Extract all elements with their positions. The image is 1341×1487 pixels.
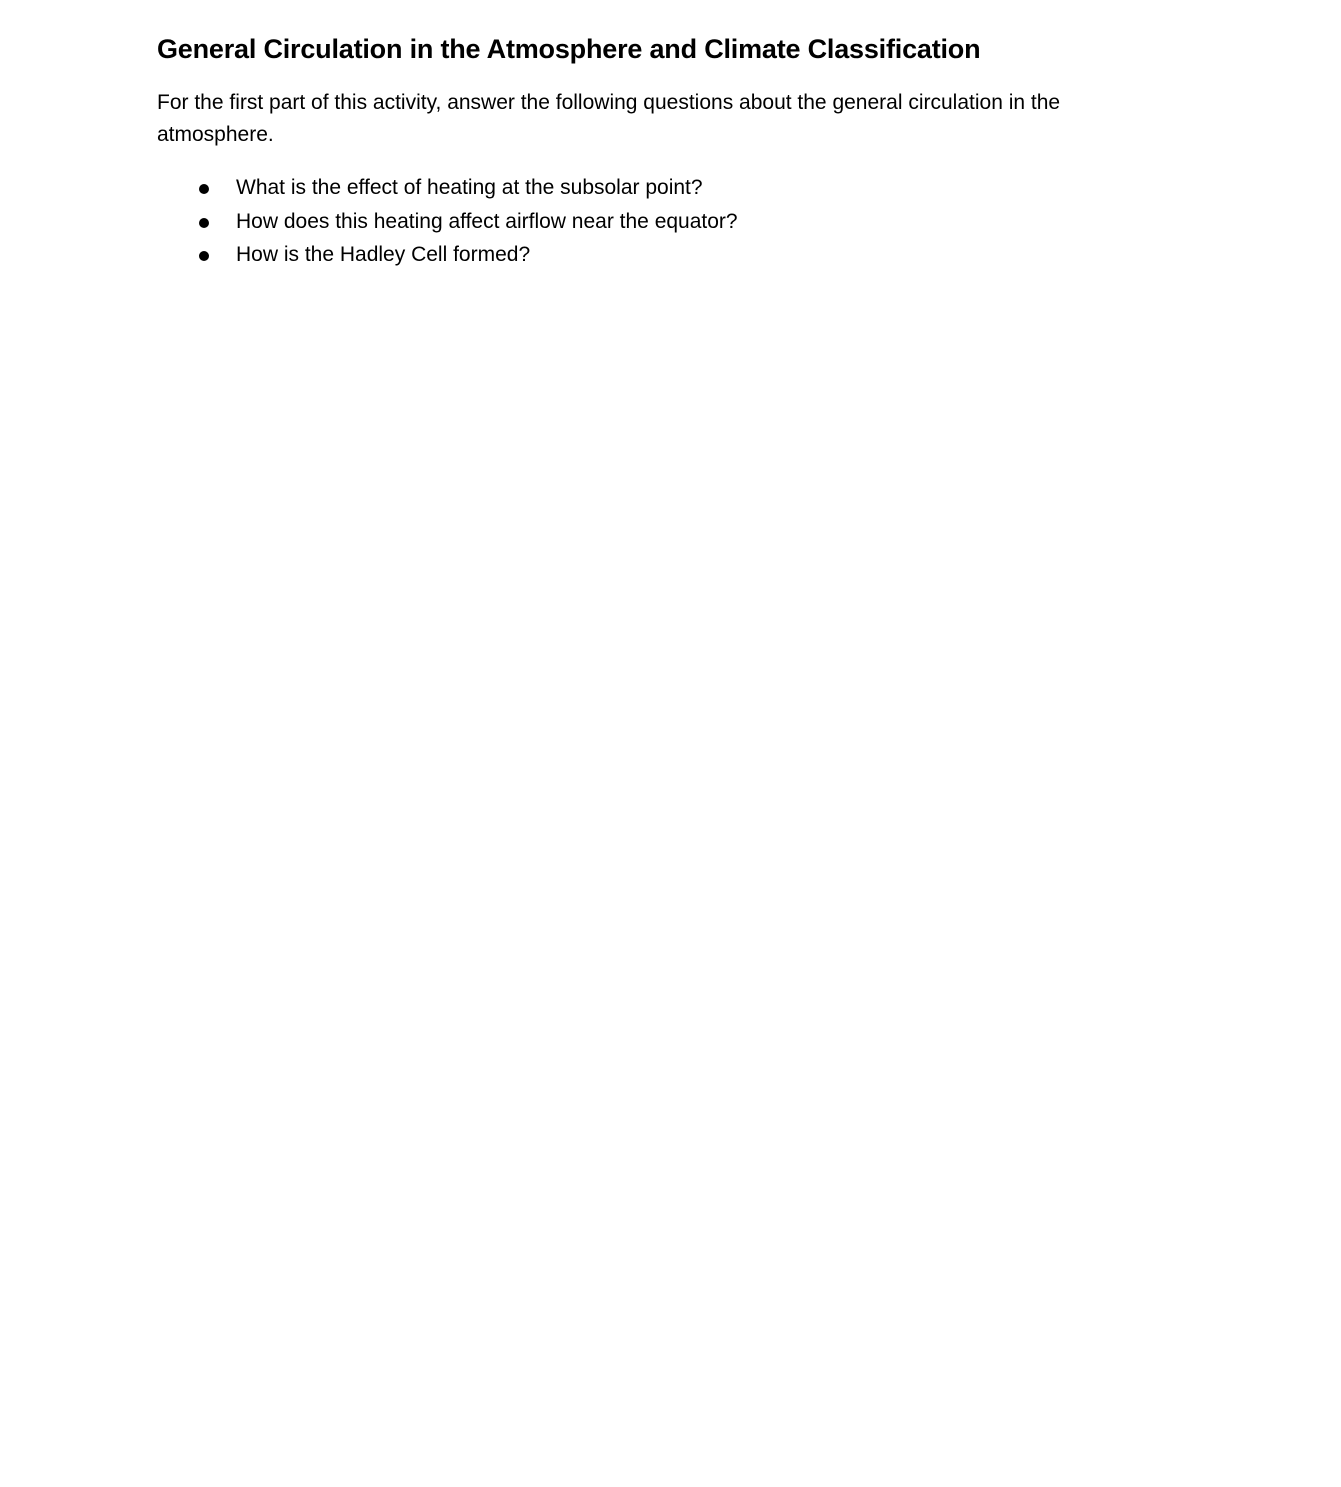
list-item [157, 238, 1187, 272]
bullet-icon [199, 184, 209, 194]
intro-paragraph: For the first part of this activity, answer the following questions about the general circulation in the atmosphere. [157, 91, 1061, 146]
document-content [157, 31, 1187, 272]
list-item [157, 205, 1187, 239]
page-title: General Circulation in the Atmosphere and Climate Classification [157, 34, 981, 64]
bullet-icon [199, 218, 209, 228]
question-text: What is the effect of heating at the subsolar point? [236, 176, 703, 199]
question-list [157, 171, 1187, 272]
question-text: How does this heating affect airflow near the equator? [236, 209, 738, 233]
list-item [157, 171, 1187, 205]
bullet-icon [199, 251, 209, 261]
question-text: How is the Hadley Cell formed? [236, 243, 531, 266]
